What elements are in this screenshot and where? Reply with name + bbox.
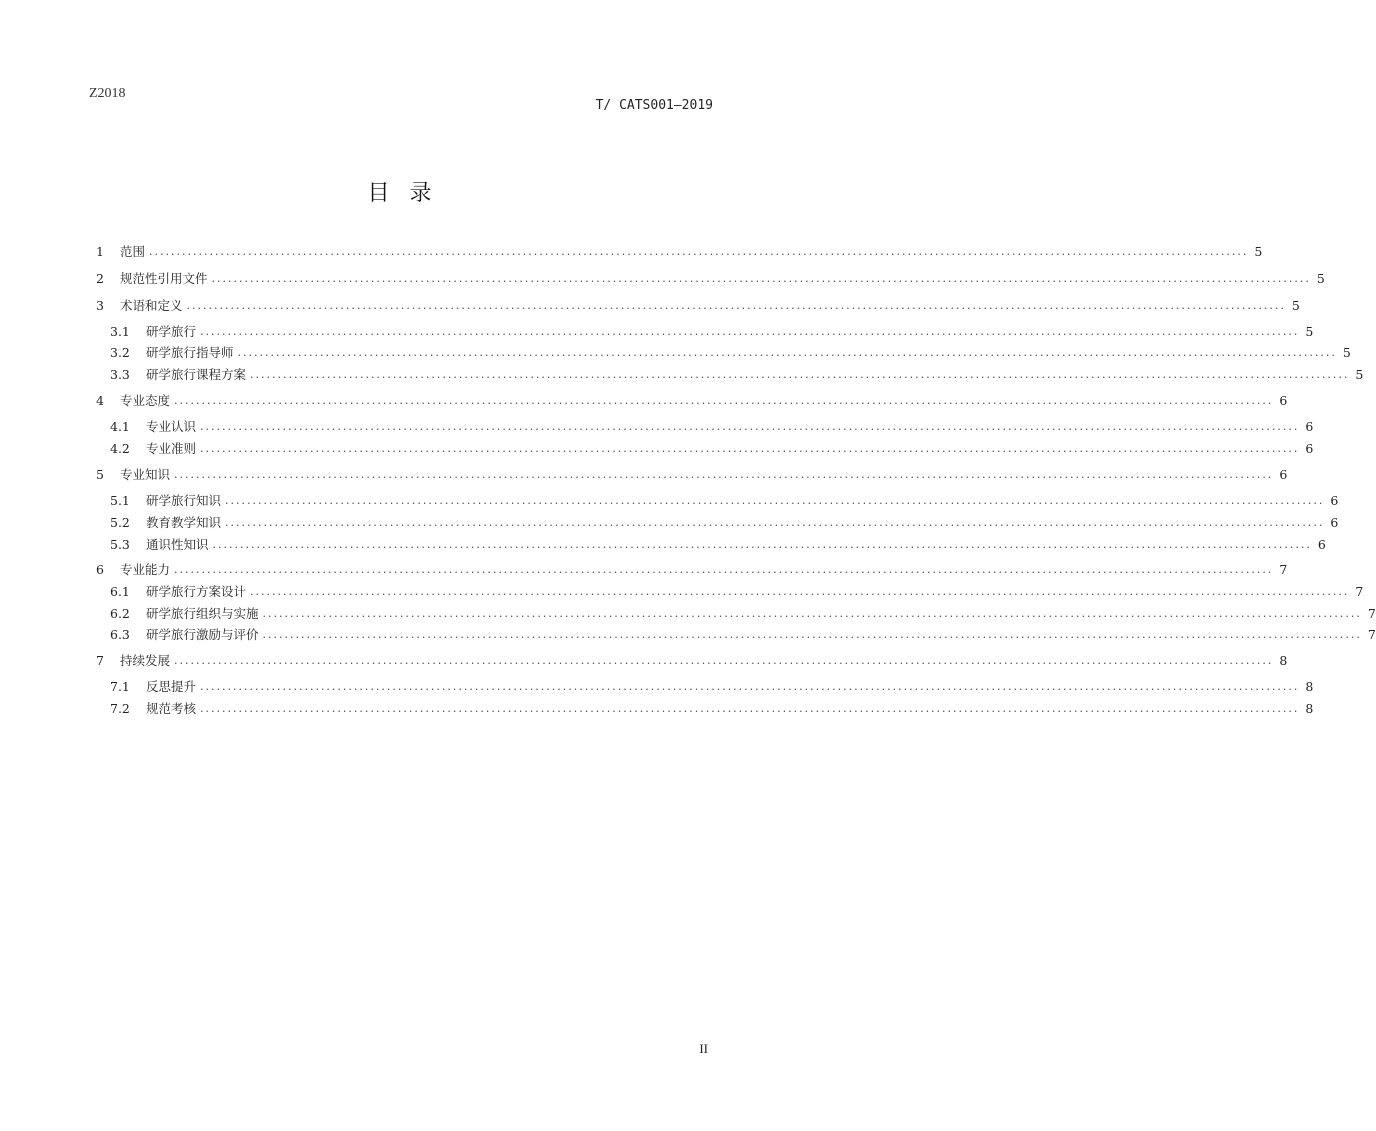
toc-entry-page: 6 [1330,514,1339,530]
toc-entry[interactable] [96,240,1263,262]
dot-leader: ........................................................................................................................................................................................................ [174,653,1274,667]
toc-entry-label: 研学旅行课程方案 [146,367,247,382]
toc-entry-label: 通识性知识 [146,537,209,552]
toc-entry-number: 6.2 [110,605,130,621]
toc-entry-number: 4.2 [110,440,130,456]
toc-entry-page: 5 [1316,270,1325,286]
dot-leader: ........................................................................................................................................................................................................ [225,493,1325,507]
dot-leader: ........................................................................................................................................................................................................ [200,324,1300,338]
dot-leader: ........................................................................................................................................................................................................ [262,606,1362,620]
toc-entry[interactable] [110,533,1326,555]
toc-entry-page: 8 [1305,678,1314,694]
dot-leader: ........................................................................................................................................................................................................ [225,515,1325,529]
toc-entry-number: 6 [96,561,104,577]
page-number: II [699,1041,708,1056]
toc-entry[interactable] [110,697,1314,719]
toc-entry[interactable] [110,341,1351,363]
toc-entry[interactable] [110,489,1339,511]
toc-entry-page: 5 [1305,323,1314,339]
toc-entry-page: 5 [1254,243,1263,259]
toc-entry[interactable] [110,437,1314,459]
toc-entry[interactable] [110,602,1376,624]
toc-entry-number: 7.1 [110,678,130,694]
dot-leader: ........................................................................................................................................................................................................ [174,467,1274,481]
toc-entry[interactable] [96,558,1288,580]
toc-entry-number: 3.1 [110,323,130,339]
toc-entry[interactable] [110,320,1314,342]
dot-leader: ........................................................................................................................................................................................................ [250,584,1350,598]
toc-entry[interactable] [110,415,1314,437]
toc-entry-page: 7 [1367,605,1376,621]
toc-entry-label: 术语和定义 [120,298,183,313]
dot-leader: ........................................................................................................................................................................................................ [174,393,1274,407]
toc-entry-number: 5 [96,466,104,482]
toc-entry-label: 研学旅行方案设计 [146,584,247,599]
toc-entry-label: 规范考核 [146,701,197,716]
toc-entry[interactable] [110,580,1364,602]
toc-entry-page: 6 [1279,392,1288,408]
dot-leader: ........................................................................................................................................................................................................ [262,627,1362,641]
toc-entry-page: 5 [1355,366,1364,382]
dot-leader: ........................................................................................................................................................................................................ [250,367,1350,381]
toc-entry-number: 3 [96,297,104,313]
toc-entry[interactable] [110,511,1339,533]
toc-entry-label: 反思提升 [146,679,197,694]
toc-entry[interactable] [96,294,1300,316]
toc-entry-number: 5.2 [110,514,130,530]
toc-entry-label: 范围 [120,244,146,259]
dot-leader: ........................................................................................................................................................................................................ [200,441,1300,455]
toc-entry-page: 6 [1279,466,1288,482]
toc-entry-number: 5.1 [110,492,130,508]
toc-entry-label: 专业认识 [146,419,197,434]
toc-entry-page: 7 [1355,583,1364,599]
toc-entry-number: 3.2 [110,344,130,360]
toc-entry[interactable] [96,267,1325,289]
toc-entry-label: 研学旅行知识 [146,493,222,508]
toc-entry-label: 研学旅行指导师 [146,345,234,360]
toc-entry-label: 专业态度 [120,393,171,408]
toc-entry-page: 8 [1279,652,1288,668]
dot-leader: ........................................................................................................................................................................................................ [149,244,1249,258]
dot-leader: ........................................................................................................................................................................................................ [237,345,1337,359]
toc-entry-page: 7 [1279,561,1288,577]
document-code-left: Z2018 [89,86,126,101]
toc-entry-page: 8 [1305,700,1314,716]
dot-leader: ........................................................................................................................................................................................................ [200,419,1300,433]
toc-entry-label: 教育教学知识 [146,515,222,530]
toc-entry[interactable] [110,363,1364,385]
toc-entry[interactable] [110,675,1314,697]
toc-entry-label: 专业知识 [120,467,171,482]
toc-entry-number: 2 [96,270,104,286]
toc-entry-label: 研学旅行 [146,324,197,339]
dot-leader: ........................................................................................................................................................................................................ [211,271,1311,285]
toc-entry-number: 1 [96,243,104,259]
toc-entry[interactable] [96,463,1288,485]
dot-leader: ........................................................................................................................................................................................................ [186,298,1286,312]
toc-entry-number: 4.1 [110,418,130,434]
toc-entry-page: 5 [1342,344,1351,360]
toc-entry[interactable] [96,389,1288,411]
toc-entry-label: 研学旅行激励与评价 [146,627,259,642]
toc-entry-label: 专业能力 [120,562,171,577]
toc-entry-label: 持续发展 [120,653,171,668]
toc-entry-page: 6 [1330,492,1339,508]
toc-entry-label: 研学旅行组织与实施 [146,606,259,621]
dot-leader: ........................................................................................................................................................................................................ [174,562,1274,576]
toc-entry-number: 3.3 [110,366,130,382]
toc-entry[interactable] [96,649,1288,671]
toc-entry-page: 5 [1291,297,1300,313]
toc-entry-number: 4 [96,392,104,408]
toc-entry-number: 7.2 [110,700,130,716]
toc-entry-page: 6 [1317,536,1326,552]
toc-entry-page: 6 [1305,418,1314,434]
toc-entry-page: 6 [1305,440,1314,456]
toc-entry-number: 7 [96,652,104,668]
toc-entry-number: 6.3 [110,626,130,642]
dot-leader: ........................................................................................................................................................................................................ [200,701,1300,715]
page-title: 目录 [367,181,452,206]
toc-entry-page: 7 [1367,626,1376,642]
toc-entry[interactable] [110,623,1376,645]
dot-leader: ........................................................................................................................................................................................................ [200,679,1300,693]
toc-entry-label: 专业准则 [146,441,197,456]
standard-number: T/ CATS001—2019 [595,98,713,113]
toc-entry-number: 5.3 [110,536,130,552]
toc-entry-label: 规范性引用文件 [120,271,208,286]
toc-entry-number: 6.1 [110,583,130,599]
dot-leader: ........................................................................................................................................................................................................ [212,537,1312,551]
